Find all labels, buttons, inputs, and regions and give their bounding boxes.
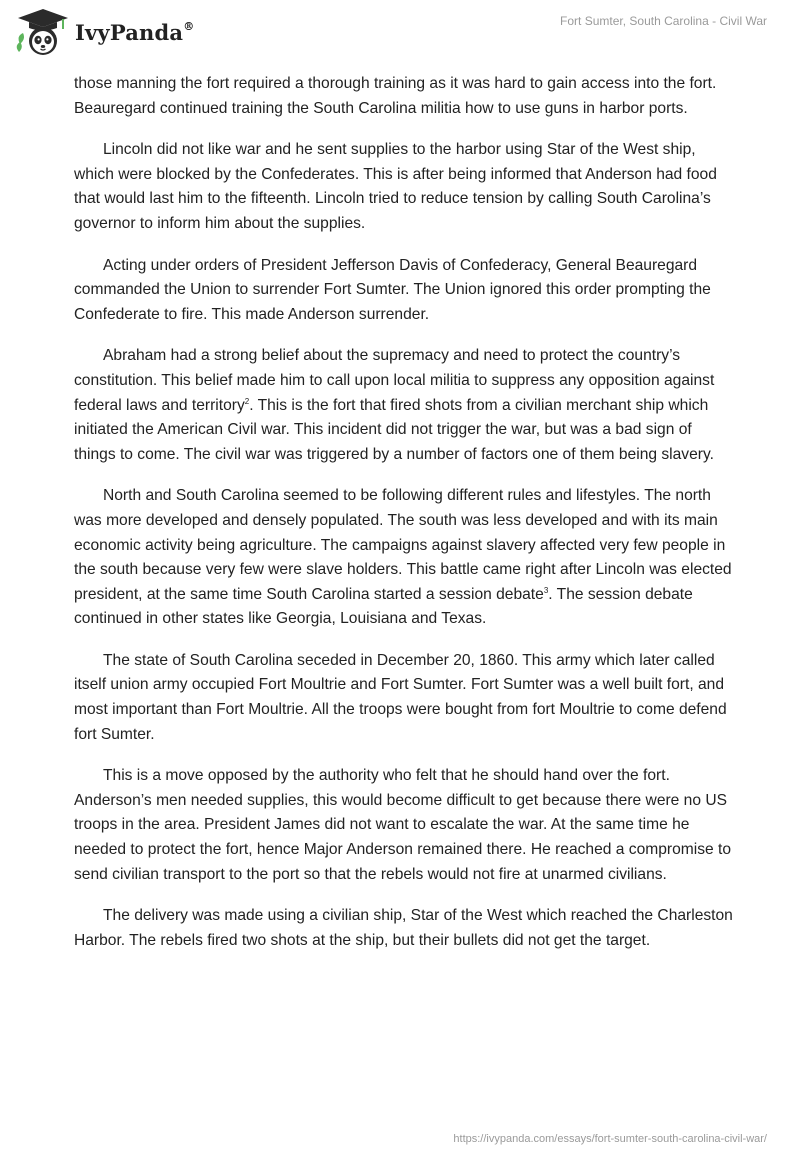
- essay-body: [74, 72, 734, 970]
- paragraph: The delivery was made using a civilian ship, Star of the West which reached the Charleston Harbor. The rebels fired two shots at the ship, but their bullets did not get the target.: [74, 907, 733, 949]
- page-header: [0, 0, 800, 70]
- panda-graduation-cap-icon: [14, 6, 72, 58]
- source-url-link[interactable]: https://ivypanda.com/essays/fort-sumter-south-carolina-civil-war/: [453, 1133, 767, 1145]
- paragraph-text: . The session debate continued in other states like Georgia, Louisiana and Texas.: [74, 585, 693, 628]
- registered-mark: ®: [183, 19, 195, 33]
- paragraph: [74, 484, 734, 632]
- paragraph: [74, 344, 734, 467]
- footnote-ref[interactable]: 3: [543, 585, 549, 595]
- ivypanda-logo-link[interactable]: [14, 6, 194, 58]
- paragraph: This is a move opposed by the authority who felt that he should hand over the fort. Anderson’s men needed supplies, this would become difficult to get because there were no US troops in the area. President James did not want to escalate the war. At the same time he needed to protect the fort, hence Major Anderson remained there. He reached a compromise to send civilian transport to the port so that the rebels would not fire at unarmed civilians.: [74, 767, 732, 883]
- paragraph-text: . This is the fort that fired shots from a civilian merchant ship which initiated the American Civil war. This incident did not trigger the war, but was a bad sign of things to come. The civil war was triggered by a number of factors one of them being slavery.: [74, 396, 714, 463]
- brand-text: IvyPanda: [75, 19, 184, 45]
- document-title: Fort Sumter, South Carolina - Civil War: [560, 14, 767, 28]
- brand-name: [75, 20, 194, 45]
- paragraph: The state of South Carolina seceded in December 20, 1860. This army which later called itself union army occupied Fort Moultrie and Fort Sumter. Fort Sumter was a well built fort, and most important than Fort Moultrie. All the troops were bought from fort Moultrie to come defend fort Sumter.: [74, 651, 727, 743]
- paragraph: Lincoln did not like war and he sent supplies to the harbor using Star of the West ship, which were blocked by the Confederates. This is after being informed that Anderson had food that would last him to the fifteenth. Lincoln tried to reduce tension by calling South Carolina’s governor to inform him about the supplies.: [74, 141, 717, 232]
- paragraph-text: Abraham had a strong belief about the supremacy and need to protect the country’s constitution. This belief made him to call upon local militia to suppress any opposition against federal laws and territory: [74, 347, 715, 414]
- paragraph-text: North and South Carolina seemed to be following different rules and lifestyles. The north was more developed and densely populated. The south was less developed and with its main economic activity being agriculture. The campaigns against slavery affected very few people in the south because very few were slave holders. This battle came right after Lincoln was elected president, at the same time South Carolina started a session debate: [74, 487, 732, 603]
- paragraph: Acting under orders of President Jefferson Davis of Confederacy, General Beauregard commanded the Union to surrender Fort Sumter. The Union ignored this order prompting the Confederate to fire. This made Anderson surrender.: [74, 256, 711, 323]
- footnote-ref[interactable]: 2: [244, 396, 250, 406]
- paragraph: those manning the fort required a thorough training as it was hard to gain access into the fort. Beauregard continued training the South Carolina militia how to use guns in harbor ports.: [74, 75, 717, 117]
